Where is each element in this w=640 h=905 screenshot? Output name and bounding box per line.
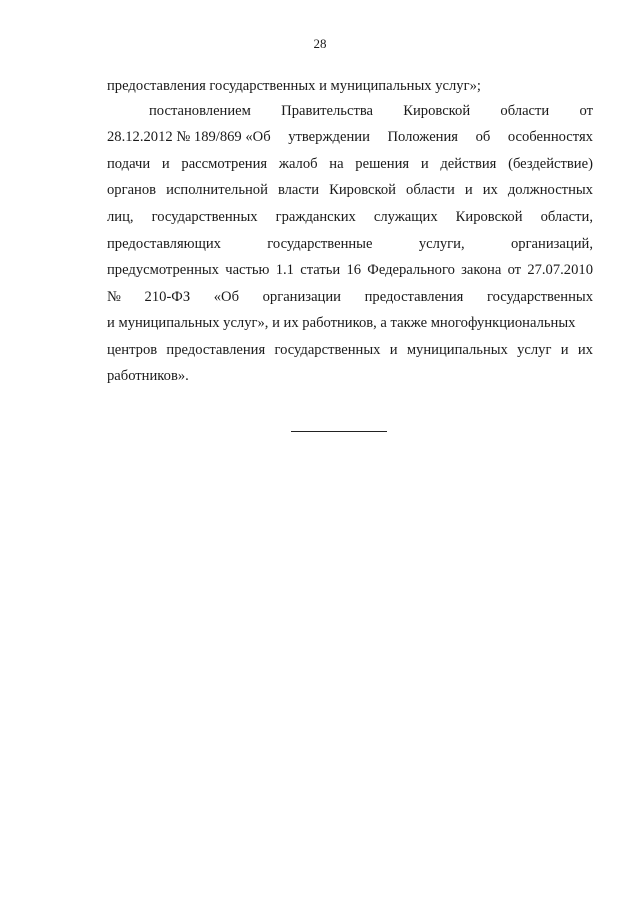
word: гражданских	[275, 209, 356, 225]
word: предоставляющих	[107, 236, 221, 252]
word: их	[482, 182, 498, 198]
word: области	[406, 182, 455, 198]
word: закона	[461, 262, 502, 278]
word: государственные	[267, 236, 373, 252]
text-line-4	[107, 155, 593, 173]
word: и	[560, 342, 569, 358]
text-line-9	[107, 288, 593, 306]
text-line-7	[107, 235, 593, 253]
word: подачи	[107, 156, 151, 172]
word: государственных	[486, 289, 593, 305]
word: от	[507, 262, 522, 278]
word: постановлением	[149, 103, 251, 119]
word: действия	[440, 156, 497, 172]
text-line-1	[107, 77, 593, 95]
word: и	[420, 156, 429, 172]
word: №	[107, 289, 121, 305]
line-10-text: и муниципальных услуг», и их работников, а также многофункциональных	[107, 315, 576, 331]
word: предоставления	[166, 342, 266, 358]
text-line-11	[107, 341, 593, 359]
text-line-10	[107, 314, 593, 332]
word: от	[579, 103, 593, 119]
word: власти	[277, 182, 320, 198]
word: области,	[540, 209, 593, 225]
word: Кировской	[455, 209, 523, 225]
word: организаций,	[510, 236, 593, 252]
word: и	[464, 182, 473, 198]
word: Кировской	[403, 103, 471, 119]
word: муниципальных	[406, 342, 508, 358]
line-1-text: предоставления государственных и муниципальных услуг»;	[107, 78, 481, 94]
word: лиц,	[107, 209, 134, 225]
section-divider	[291, 431, 387, 432]
word: рассмотрения	[181, 156, 268, 172]
word: «Об	[213, 289, 240, 305]
text-line-5	[107, 181, 593, 199]
word: исполнительной	[166, 182, 268, 198]
word: их	[577, 342, 593, 358]
word: и	[161, 156, 170, 172]
word: организации	[262, 289, 341, 305]
word: государственных	[274, 342, 381, 358]
word: 16	[346, 262, 362, 278]
word: особенностях	[507, 129, 593, 145]
text-line-3	[107, 128, 593, 146]
word: на	[329, 156, 344, 172]
word: утверждении	[288, 129, 370, 145]
word: органов	[107, 182, 157, 198]
page-number: 28	[313, 36, 327, 51]
text-line-6	[107, 208, 593, 226]
word: государственных	[151, 209, 258, 225]
word: 210-ФЗ	[144, 289, 191, 305]
word: услуг	[517, 342, 552, 358]
word: предоставления	[364, 289, 464, 305]
word: 27.07.2010	[527, 262, 593, 278]
word: решения	[355, 156, 410, 172]
word: жалоб	[278, 156, 318, 172]
word: области	[500, 103, 550, 119]
word: и	[389, 342, 398, 358]
word: 1.1	[275, 262, 294, 278]
word: частью	[225, 262, 270, 278]
word: Кировской	[329, 182, 396, 198]
word: Правительства	[281, 103, 373, 119]
word: статьи	[300, 262, 341, 278]
text-line-2	[149, 102, 593, 120]
word: служащих	[373, 209, 438, 225]
word: Федерального	[367, 262, 455, 278]
line-12-text: работников».	[107, 368, 189, 384]
word: центров	[107, 342, 158, 358]
word: 28.12.2012 № 189/869 «Об	[107, 129, 271, 145]
word: предусмотренных	[107, 262, 219, 278]
word: услуги,	[418, 236, 465, 252]
text-line-12	[107, 367, 593, 385]
word: (бездействие)	[508, 156, 593, 172]
word: должностных	[507, 182, 593, 198]
text-line-8	[107, 261, 593, 279]
word: об	[475, 129, 491, 145]
word: Положения	[387, 129, 458, 145]
